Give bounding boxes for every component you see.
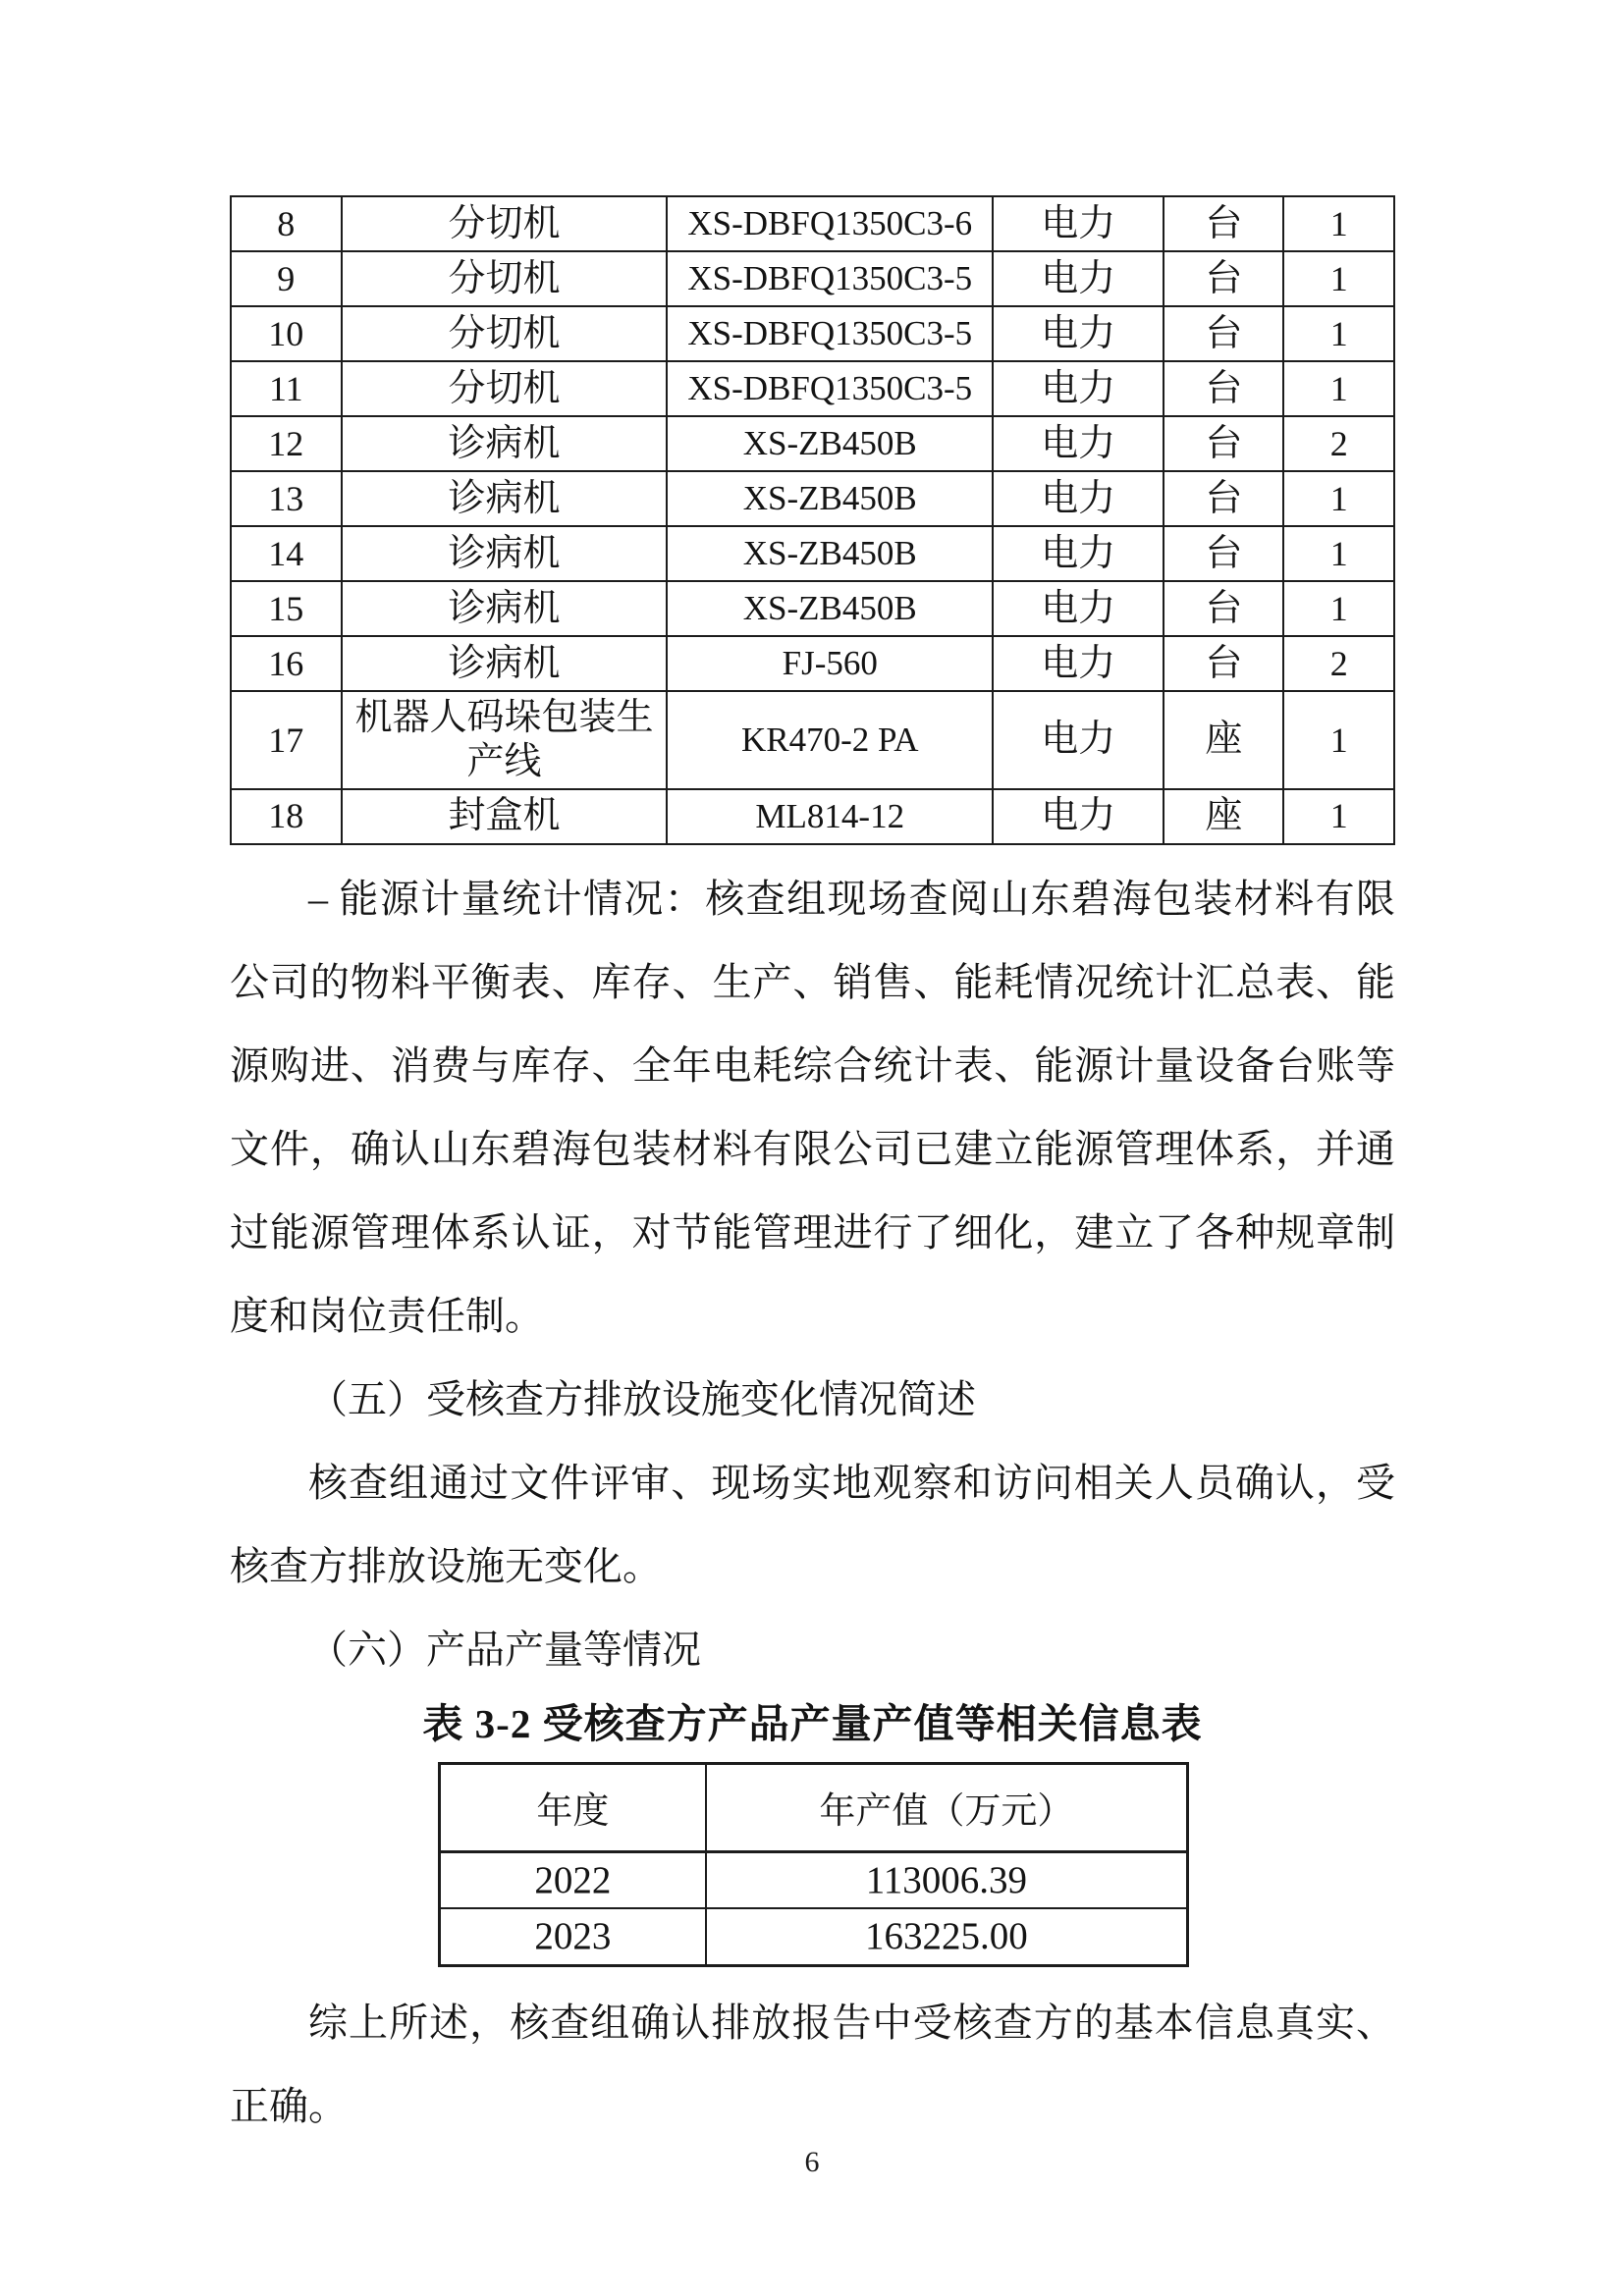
equipment-energy-cell: 电力	[993, 306, 1164, 361]
equipment-energy-cell: 电力	[993, 636, 1164, 691]
equipment-name-cell: 分切机	[342, 196, 668, 251]
equipment-table-row	[231, 526, 1394, 581]
equipment-no-cell: 13	[231, 471, 342, 526]
paragraph-energy-metering: – 能源计量统计情况：核查组现场查阅山东碧海包装材料有限公司的物料平衡表、库存、生产、销售、能耗情况统计汇总表、能源购进、消费与库存、全年电耗综合统计表、能源计量设备台账等文件，确认山东碧海包装材料有限公司已建立能源管理体系，并通过能源管理体系认证，对节能管理进行了细化，建立了各种规章制度和岗位责任制。	[230, 876, 1395, 1338]
equipment-model-cell: XS-ZB450B	[667, 526, 993, 581]
equipment-model-cell: XS-ZB450B	[667, 471, 993, 526]
equipment-model-cell: XS-ZB450B	[667, 416, 993, 471]
equipment-energy-cell: 电力	[993, 196, 1164, 251]
equipment-no-cell: 8	[231, 196, 342, 251]
equipment-name-cell: 诊病机	[342, 471, 668, 526]
equipment-unit-cell: 台	[1164, 251, 1283, 306]
equipment-no-cell: 17	[231, 691, 342, 789]
equipment-table-row	[231, 251, 1394, 306]
equipment-energy-cell: 电力	[993, 526, 1164, 581]
heading-section-6: （六）产品产量等情况	[308, 1627, 701, 1672]
year-cell: 2022	[440, 1851, 706, 1908]
equipment-table-row	[231, 581, 1394, 636]
equipment-unit-cell: 台	[1164, 196, 1283, 251]
equipment-name-cell: 诊病机	[342, 581, 668, 636]
equipment-model-cell: FJ-560	[667, 636, 993, 691]
equipment-unit-cell: 台	[1164, 361, 1283, 416]
equipment-name-cell: 机器人码垛包装生产线	[342, 691, 668, 789]
year-cell: 2023	[440, 1908, 706, 1965]
production-table-body	[440, 1851, 1188, 1965]
equipment-model-cell: XS-ZB450B	[667, 581, 993, 636]
equipment-name-cell: 分切机	[342, 251, 668, 306]
production-table-header-row	[440, 1763, 1188, 1851]
equipment-no-cell: 11	[231, 361, 342, 416]
equipment-no-cell: 18	[231, 789, 342, 844]
equipment-table-row	[231, 361, 1394, 416]
table-3-2-title: 表 3-2 受核查方产品产量产值等相关信息表	[422, 1700, 1203, 1746]
equipment-unit-cell: 台	[1164, 471, 1283, 526]
equipment-no-cell: 15	[231, 581, 342, 636]
production-table-row	[440, 1851, 1188, 1908]
equipment-unit-cell: 台	[1164, 306, 1283, 361]
equipment-model-cell: ML814-12	[667, 789, 993, 844]
heading-section-5: （五）受核查方排放设施变化情况简述	[308, 1376, 976, 1421]
equipment-table-row	[231, 691, 1394, 789]
equipment-energy-cell: 电力	[993, 361, 1164, 416]
page-number: 6	[804, 2146, 820, 2178]
production-table-row	[440, 1908, 1188, 1965]
annual-output-value-cell: 163225.00	[706, 1908, 1188, 1965]
equipment-table-row	[231, 306, 1394, 361]
equipment-table	[230, 195, 1395, 845]
equipment-energy-cell: 电力	[993, 691, 1164, 789]
equipment-model-cell: XS-DBFQ1350C3-5	[667, 251, 993, 306]
equipment-unit-cell: 台	[1164, 636, 1283, 691]
equipment-qty-cell: 2	[1283, 416, 1394, 471]
equipment-qty-cell: 1	[1283, 581, 1394, 636]
equipment-no-cell: 14	[231, 526, 342, 581]
paragraph-facility-change: 核查组通过文件评审、现场实地观察和访问相关人员确认，受核查方排放设施无变化。	[230, 1460, 1395, 1588]
annual-output-value-cell: 113006.39	[706, 1851, 1188, 1908]
equipment-name-cell: 诊病机	[342, 636, 668, 691]
equipment-table-row	[231, 196, 1394, 251]
equipment-unit-cell: 台	[1164, 581, 1283, 636]
production-table	[438, 1762, 1189, 1967]
equipment-model-cell: XS-DBFQ1350C3-5	[667, 306, 993, 361]
equipment-qty-cell: 1	[1283, 196, 1394, 251]
equipment-unit-cell: 台	[1164, 416, 1283, 471]
annual-output-value-header: 年产值（万元）	[706, 1763, 1188, 1851]
equipment-table-row	[231, 789, 1394, 844]
equipment-qty-cell: 1	[1283, 471, 1394, 526]
equipment-table-body	[231, 196, 1394, 844]
equipment-table-row	[231, 636, 1394, 691]
equipment-table-row	[231, 471, 1394, 526]
equipment-no-cell: 16	[231, 636, 342, 691]
equipment-energy-cell: 电力	[993, 581, 1164, 636]
equipment-name-cell: 诊病机	[342, 416, 668, 471]
equipment-energy-cell: 电力	[993, 789, 1164, 844]
equipment-name-cell: 分切机	[342, 361, 668, 416]
equipment-model-cell: XS-DBFQ1350C3-5	[667, 361, 993, 416]
equipment-qty-cell: 2	[1283, 636, 1394, 691]
equipment-no-cell: 10	[231, 306, 342, 361]
year-header: 年度	[440, 1763, 706, 1851]
equipment-name-cell: 封盒机	[342, 789, 668, 844]
equipment-unit-cell: 台	[1164, 526, 1283, 581]
equipment-qty-cell: 1	[1283, 251, 1394, 306]
equipment-energy-cell: 电力	[993, 471, 1164, 526]
paragraph-conclusion: 综上所述，核查组确认排放报告中受核查方的基本信息真实、正确。	[230, 2000, 1395, 2128]
equipment-qty-cell: 1	[1283, 306, 1394, 361]
equipment-qty-cell: 1	[1283, 691, 1394, 789]
production-table-head	[440, 1763, 1188, 1851]
equipment-name-cell: 分切机	[342, 306, 668, 361]
equipment-model-cell: XS-DBFQ1350C3-6	[667, 196, 993, 251]
equipment-energy-cell: 电力	[993, 416, 1164, 471]
equipment-name-cell: 诊病机	[342, 526, 668, 581]
equipment-qty-cell: 1	[1283, 789, 1394, 844]
equipment-no-cell: 9	[231, 251, 342, 306]
equipment-table-row	[231, 416, 1394, 471]
equipment-model-cell: KR470-2 PA	[667, 691, 993, 789]
equipment-no-cell: 12	[231, 416, 342, 471]
equipment-qty-cell: 1	[1283, 526, 1394, 581]
equipment-energy-cell: 电力	[993, 251, 1164, 306]
equipment-unit-cell: 座	[1164, 789, 1283, 844]
equipment-qty-cell: 1	[1283, 361, 1394, 416]
equipment-unit-cell: 座	[1164, 691, 1283, 789]
